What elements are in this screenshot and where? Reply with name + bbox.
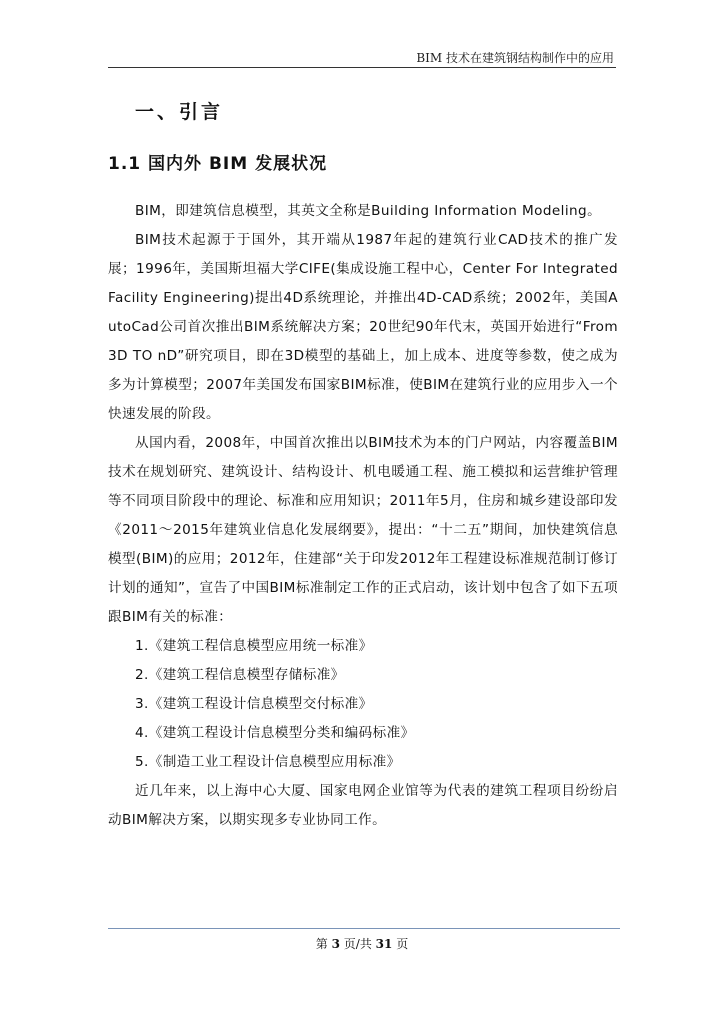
list-item: 5.《制造工业工程设计信息模型应用标准》 <box>135 754 401 770</box>
chapter-title: 一、引言 <box>135 101 224 123</box>
list-item: 4.《建筑工程设计信息模型分类和编码标准》 <box>135 725 415 741</box>
page-number <box>0 935 724 952</box>
paragraph-bim-china: 从国内看，2008年，中国首次推出以BIM技术为本的门户网站，内容覆盖BIM技术在规划研究、建筑设计、结构设计、机电暖通工程、施工模拟和运营维护管理等不同项目阶段中的理论、标准和应用知识；2011年5月，住房和城乡建设部印发《2011～2015年建筑业信息化发展纲要》，提出：“十二五”期间，加快建筑信息模型(BIM)的应用；2012年，住建部“关于印发2012年工程建设标准规范制订修订计划的通知”，宣告了中国BIM标准制定工作的正式启动，该计划中包含了如下五项跟BIM有关的标准： <box>108 435 618 625</box>
list-item: 2.《建筑工程信息模型存储标准》 <box>135 667 345 683</box>
running-header: BIM 技术在建筑钢结构制作中的应用 <box>416 51 614 65</box>
list-item: 3.《建筑工程设计信息模型交付标准》 <box>135 696 373 712</box>
paragraph-bim-definition: BIM，即建筑信息模型，其英文全称是Building Information Modeling。 <box>135 203 602 219</box>
page-suffix: 页 <box>392 937 409 951</box>
paragraph-bim-origin: BIM技术起源于于国外，其开端从1987年起的建筑行业CAD技术的推广发展；1996年，美国斯坦福大学CIFE(集成设施工程中心，Center For Integrated Facility Engineering)提出4D系统理论，并推出4D-CAD系统；2002年，美国AutoCad公司首次推出BIM系统解决方案；20世纪90年代末，英国开始进行“From 3D TO nD”研究项目，即在3D模型的基础上，加上成本、进度等参数，使之成为多为计算模型；2007年美国发布国家BIM标准，使BIM在建筑行业的应用步入一个快速发展的阶段。 <box>108 232 618 422</box>
page-prefix: 第 <box>315 937 332 951</box>
page-middle: 页/共 <box>339 937 376 951</box>
list-item: 1.《建筑工程信息模型应用统一标准》 <box>135 638 373 654</box>
standards-list <box>108 632 618 777</box>
section-title: 1.1 国内外 BIM 发展状况 <box>108 154 328 174</box>
paragraph-recent-projects: 近几年来，以上海中心大厦、国家电网企业馆等为代表的建筑工程项目纷纷启动BIM解决方案，以期实现多专业协同工作。 <box>108 783 618 828</box>
body-text <box>108 197 618 835</box>
total-pages: 31 <box>375 937 393 951</box>
current-page: 3 <box>331 937 340 951</box>
header-divider <box>108 67 616 68</box>
footer-divider <box>108 928 620 929</box>
